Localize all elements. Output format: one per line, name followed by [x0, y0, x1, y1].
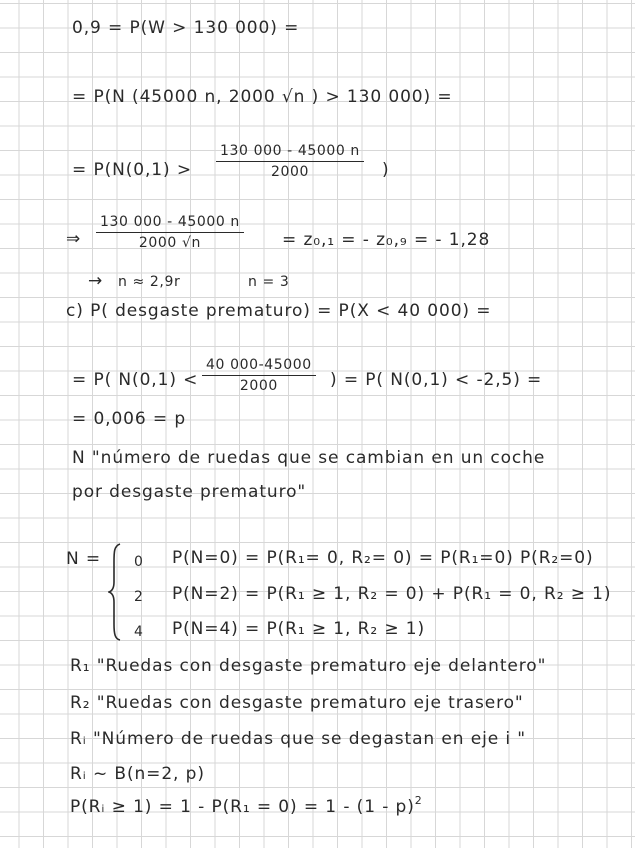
- final-prob-text: P(Rᵢ ≥ 1) = 1 - P(R₁ = 0) = 1 - (1 - p): [70, 797, 415, 817]
- fraction-numerator: 130 000 - 45000 n: [96, 214, 244, 233]
- case-line-2: P(N=2) = P(R₁ ≥ 1, R₂ = 0) + P(R₁ = 0, R₂ ≥ 1): [172, 584, 612, 604]
- case-value-0: 0: [134, 554, 144, 570]
- n-cases-label: N =: [66, 549, 102, 569]
- left-brace-icon: [108, 542, 122, 642]
- line-r2-definition: R₂ "Ruedas con desgaste prematuro eje trasero": [70, 693, 524, 713]
- fraction-z-equation: [96, 214, 244, 251]
- fraction-desgaste: [202, 357, 316, 394]
- fraction-numerator: 130 000 - 45000 n: [216, 143, 364, 162]
- case-value-2: 2: [134, 589, 144, 605]
- line-final-prob: [70, 794, 423, 819]
- line-n-definition: N "número de ruedas que se cambian en un coche: [72, 448, 546, 468]
- fraction-denominator: 2000: [270, 164, 309, 180]
- fraction-numerator: 40 000-45000: [202, 357, 316, 376]
- right-arrow-icon: →: [88, 271, 104, 291]
- line-p-value: = 0,006 = p: [72, 409, 187, 429]
- line-prob-w: 0,9 = P(W > 130 000) =: [72, 18, 300, 38]
- fraction-standardize: [216, 143, 364, 180]
- line-ri-definition: Rᵢ "Número de ruedas que se degastan en eje i ": [70, 729, 527, 749]
- line-prob-normal-pre: = P( N(0,1) <: [72, 370, 199, 390]
- fraction-denominator: 2000 √n: [138, 235, 201, 251]
- line-standardize-post: ): [382, 160, 390, 180]
- line-r1-definition: R₁ "Ruedas con desgaste prematuro eje delantero": [70, 656, 547, 676]
- final-prob-exponent: 2: [414, 794, 423, 807]
- case-line-4: P(N=4) = P(R₁ ≥ 1, R₂ ≥ 1): [172, 619, 426, 639]
- line-n-result: n = 3: [248, 274, 290, 290]
- line-prob-normal-post: ) = P( N(0,1) < -2,5) =: [330, 370, 543, 390]
- line-n-definition-cont: por desgaste prematuro": [72, 482, 307, 502]
- line-z-value: = z₀,₁ = - z₀,₉ = - 1,28: [282, 230, 491, 250]
- case-line-0: P(N=0) = P(R₁= 0, R₂= 0) = P(R₁=0) P(R₂=0): [172, 548, 594, 568]
- fraction-denominator: 2000: [239, 378, 278, 394]
- line-desgaste: c) P( desgaste prematuro) = P(X < 40 000) =: [66, 301, 492, 321]
- line-standardize-pre: = P(N(0,1) >: [72, 160, 192, 180]
- implies-arrow-icon: ⇒: [66, 229, 82, 249]
- line-normal-approx: = P(N (45000 n, 2000 √n ) > 130 000) =: [72, 87, 453, 107]
- case-value-4: 4: [134, 624, 144, 640]
- line-n-approx: n ≈ 2,9r: [118, 274, 181, 290]
- line-ri-distribution: Rᵢ ~ B(n=2, p): [70, 764, 205, 784]
